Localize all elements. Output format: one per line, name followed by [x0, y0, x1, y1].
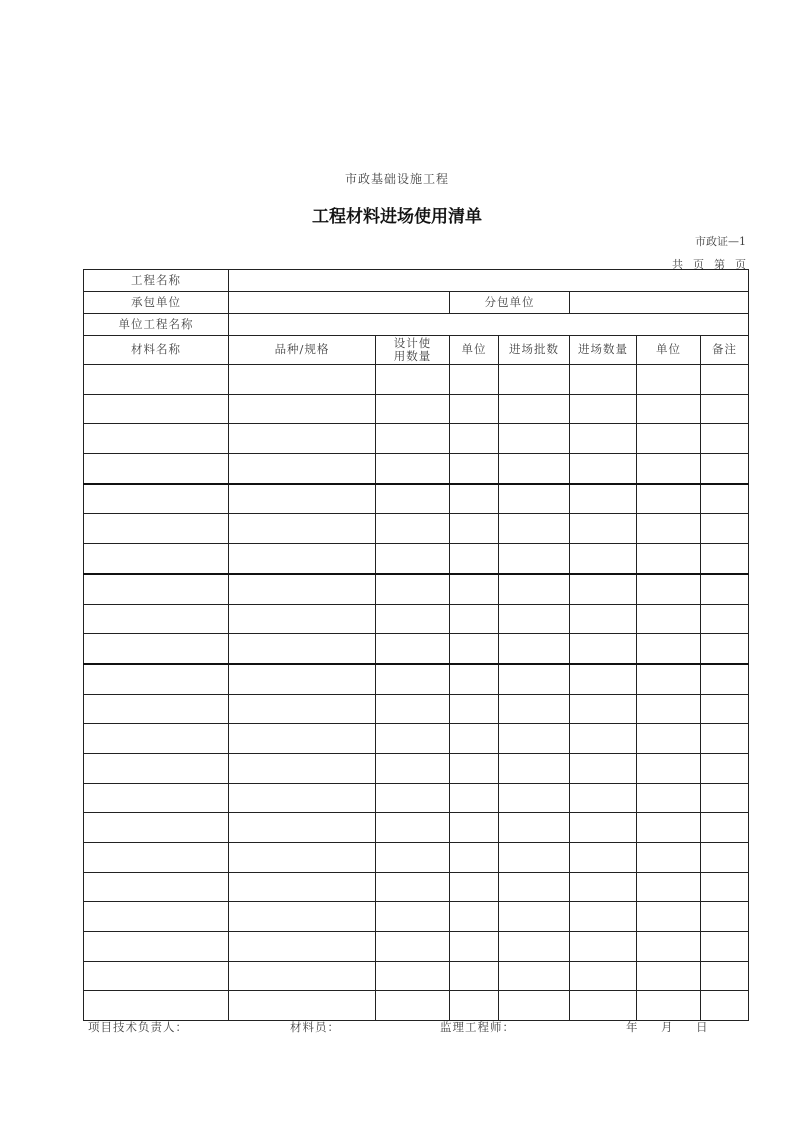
table-cell[interactable] [450, 872, 499, 902]
table-cell[interactable] [376, 664, 450, 694]
table-cell[interactable] [701, 424, 749, 454]
table-cell[interactable] [376, 694, 450, 724]
table-cell[interactable] [450, 604, 499, 634]
table-cell[interactable] [570, 991, 637, 1021]
header-unit: 单位 [450, 336, 499, 365]
materials-form-table [83, 269, 749, 1021]
table-cell[interactable] [84, 544, 229, 574]
table-row [84, 961, 749, 991]
form-code: 市政证—1 [695, 235, 746, 248]
table-row [84, 664, 749, 694]
table-cell[interactable] [376, 991, 450, 1021]
table-cell[interactable] [499, 902, 570, 932]
table-cell[interactable] [84, 932, 229, 962]
header-material-name: 材料名称 [84, 336, 229, 365]
table-cell[interactable] [637, 424, 701, 454]
table-cell[interactable] [637, 783, 701, 813]
table-cell[interactable] [84, 991, 229, 1021]
table-cell[interactable] [229, 424, 376, 454]
table-cell[interactable] [637, 394, 701, 424]
table-cell[interactable] [570, 454, 637, 484]
table-cell[interactable] [450, 365, 499, 395]
table-cell[interactable] [229, 544, 376, 574]
table-cell[interactable] [229, 843, 376, 873]
subcontractor-label: 分包单位 [450, 292, 570, 314]
table-cell[interactable] [570, 664, 637, 694]
table-cell[interactable] [570, 484, 637, 514]
table-cell[interactable] [570, 424, 637, 454]
table-row [84, 902, 749, 932]
table-cell[interactable] [570, 544, 637, 574]
table-row [84, 394, 749, 424]
table-cell[interactable] [376, 544, 450, 574]
table-cell[interactable] [570, 365, 637, 395]
contractor-label: 承包单位 [84, 292, 229, 314]
table-cell[interactable] [376, 365, 450, 395]
table-cell[interactable] [499, 991, 570, 1021]
date-month-label: 月 [661, 1020, 674, 1034]
table-cell[interactable] [229, 872, 376, 902]
table-cell[interactable] [229, 634, 376, 664]
table-cell[interactable] [84, 783, 229, 813]
table-cell[interactable] [229, 484, 376, 514]
table-row [84, 843, 749, 873]
table-cell[interactable] [570, 961, 637, 991]
table-cell[interactable] [701, 664, 749, 694]
table-cell[interactable] [229, 454, 376, 484]
table-cell[interactable] [376, 843, 450, 873]
table-cell[interactable] [701, 634, 749, 664]
table-cell[interactable] [229, 694, 376, 724]
table-cell[interactable] [570, 574, 637, 604]
table-cell[interactable] [499, 514, 570, 544]
contractor-field[interactable] [229, 292, 450, 314]
table-cell[interactable] [229, 813, 376, 843]
table-cell[interactable] [701, 574, 749, 604]
table-cell[interactable] [84, 961, 229, 991]
table-row [84, 365, 749, 395]
table-row [84, 932, 749, 962]
table-cell[interactable] [701, 783, 749, 813]
table-cell[interactable] [499, 454, 570, 484]
table-cell[interactable] [499, 424, 570, 454]
table-cell[interactable] [229, 991, 376, 1021]
table-cell[interactable] [499, 574, 570, 604]
table-cell[interactable] [570, 932, 637, 962]
table-cell[interactable] [499, 544, 570, 574]
table-cell[interactable] [84, 664, 229, 694]
table-cell[interactable] [499, 813, 570, 843]
table-cell[interactable] [450, 424, 499, 454]
table-cell[interactable] [499, 634, 570, 664]
table-cell[interactable] [229, 574, 376, 604]
table-cell[interactable] [570, 694, 637, 724]
table-cell[interactable] [637, 724, 701, 754]
table-cell[interactable] [499, 604, 570, 634]
subcontractor-field[interactable] [570, 292, 749, 314]
table-cell[interactable] [701, 514, 749, 544]
table-cell[interactable] [376, 724, 450, 754]
table-cell[interactable] [376, 902, 450, 932]
table-cell[interactable] [450, 394, 499, 424]
table-cell[interactable] [701, 454, 749, 484]
table-cell[interactable] [637, 932, 701, 962]
header-remarks: 备注 [701, 336, 749, 365]
table-cell[interactable] [229, 961, 376, 991]
table-cell[interactable] [450, 932, 499, 962]
table-cell[interactable] [499, 843, 570, 873]
table-cell[interactable] [229, 783, 376, 813]
table-row [84, 753, 749, 783]
table-cell[interactable] [450, 753, 499, 783]
table-cell[interactable] [229, 932, 376, 962]
table-row [84, 484, 749, 514]
table-cell[interactable] [637, 544, 701, 574]
table-cell[interactable] [637, 961, 701, 991]
date-year-label: 年 [626, 1020, 639, 1034]
table-cell[interactable] [376, 634, 450, 664]
table-cell[interactable] [376, 424, 450, 454]
document-title: 工程材料进场使用清单 [312, 207, 482, 227]
table-cell[interactable] [499, 484, 570, 514]
table-cell[interactable] [84, 902, 229, 932]
table-cell[interactable] [84, 872, 229, 902]
material-clerk-label: 材料员： [290, 1020, 340, 1034]
signature-footer [88, 1019, 748, 1035]
table-cell[interactable] [701, 961, 749, 991]
table-cell[interactable] [637, 365, 701, 395]
page-total-label: 共 [672, 258, 683, 271]
table-row [84, 514, 749, 544]
table-cell[interactable] [84, 514, 229, 544]
table-cell[interactable] [229, 365, 376, 395]
table-row [84, 604, 749, 634]
table-row [84, 424, 749, 454]
table-cell[interactable] [229, 514, 376, 544]
table-cell[interactable] [450, 544, 499, 574]
table-cell[interactable] [570, 813, 637, 843]
table-cell[interactable] [450, 991, 499, 1021]
table-cell[interactable] [376, 484, 450, 514]
table-cell[interactable] [450, 454, 499, 484]
table-cell[interactable] [701, 753, 749, 783]
table-cell[interactable] [376, 394, 450, 424]
table-row [84, 724, 749, 754]
table-cell[interactable] [84, 574, 229, 604]
table-row [84, 813, 749, 843]
contractor-row [84, 292, 749, 314]
table-cell[interactable] [499, 365, 570, 395]
table-cell[interactable] [376, 454, 450, 484]
table-cell[interactable] [570, 843, 637, 873]
table-row [84, 991, 749, 1021]
table-cell[interactable] [701, 902, 749, 932]
table-cell[interactable] [376, 753, 450, 783]
table-cell[interactable] [701, 872, 749, 902]
table-cell[interactable] [570, 394, 637, 424]
table-cell[interactable] [637, 902, 701, 932]
table-cell[interactable] [570, 724, 637, 754]
table-cell[interactable] [229, 394, 376, 424]
table-cell[interactable] [701, 394, 749, 424]
table-cell[interactable] [450, 783, 499, 813]
table-cell[interactable] [637, 753, 701, 783]
table-cell[interactable] [499, 961, 570, 991]
table-cell[interactable] [376, 961, 450, 991]
table-cell[interactable] [376, 574, 450, 604]
table-cell[interactable] [499, 394, 570, 424]
tech-lead-label: 项目技术负责人： [88, 1020, 188, 1034]
table-cell[interactable] [499, 783, 570, 813]
table-cell[interactable] [376, 783, 450, 813]
table-cell[interactable] [84, 694, 229, 724]
table-cell[interactable] [450, 514, 499, 544]
project-name-field[interactable] [229, 270, 749, 292]
table-cell[interactable] [376, 932, 450, 962]
table-row [84, 872, 749, 902]
table-cell[interactable] [84, 394, 229, 424]
column-header-row [84, 336, 749, 365]
table-cell[interactable] [229, 664, 376, 694]
table-cell[interactable] [637, 604, 701, 634]
table-cell[interactable] [84, 634, 229, 664]
table-cell[interactable] [570, 872, 637, 902]
table-cell[interactable] [376, 872, 450, 902]
table-cell[interactable] [637, 694, 701, 724]
table-cell[interactable] [701, 484, 749, 514]
table-cell[interactable] [450, 634, 499, 664]
table-cell[interactable] [84, 843, 229, 873]
table-cell[interactable] [84, 484, 229, 514]
table-row [84, 694, 749, 724]
table-row [84, 783, 749, 813]
table-cell[interactable] [499, 664, 570, 694]
table-cell[interactable] [701, 813, 749, 843]
table-cell[interactable] [701, 991, 749, 1021]
header-design-quantity: 设计使 用数量 [376, 336, 450, 365]
table-cell[interactable] [570, 753, 637, 783]
table-cell[interactable] [637, 813, 701, 843]
table-cell[interactable] [84, 424, 229, 454]
table-cell[interactable] [701, 544, 749, 574]
table-cell[interactable] [570, 604, 637, 634]
table-cell[interactable] [376, 514, 450, 544]
table-cell[interactable] [570, 783, 637, 813]
table-cell[interactable] [701, 604, 749, 634]
table-cell[interactable] [376, 604, 450, 634]
table-cell[interactable] [229, 724, 376, 754]
table-cell[interactable] [701, 365, 749, 395]
table-cell[interactable] [499, 872, 570, 902]
table-cell[interactable] [84, 454, 229, 484]
date-day-label: 日 [696, 1020, 709, 1034]
table-cell[interactable] [637, 514, 701, 544]
table-cell[interactable] [701, 843, 749, 873]
table-cell[interactable] [637, 991, 701, 1021]
table-cell[interactable] [450, 484, 499, 514]
table-row [84, 574, 749, 604]
header-unit-2: 单位 [637, 336, 701, 365]
table-cell[interactable] [450, 902, 499, 932]
table-cell[interactable] [701, 932, 749, 962]
header-entry-quantity: 进场数量 [570, 336, 637, 365]
table-cell[interactable] [499, 694, 570, 724]
table-row [84, 544, 749, 574]
table-cell[interactable] [84, 753, 229, 783]
table-cell[interactable] [570, 514, 637, 544]
table-row [84, 634, 749, 664]
table-cell[interactable] [499, 724, 570, 754]
table-cell[interactable] [450, 843, 499, 873]
table-cell[interactable] [499, 932, 570, 962]
table-cell[interactable] [637, 574, 701, 604]
table-cell[interactable] [637, 634, 701, 664]
unit-project-row [84, 314, 749, 336]
unit-project-field[interactable] [229, 314, 749, 336]
table-cell[interactable] [84, 724, 229, 754]
table-row [84, 454, 749, 484]
page-nth-label: 第 [714, 258, 725, 271]
table-cell[interactable] [450, 664, 499, 694]
table-cell[interactable] [84, 813, 229, 843]
table-cell[interactable] [229, 902, 376, 932]
table-cell[interactable] [570, 634, 637, 664]
table-cell[interactable] [229, 753, 376, 783]
table-cell[interactable] [450, 813, 499, 843]
table-cell[interactable] [229, 604, 376, 634]
table-cell[interactable] [450, 694, 499, 724]
table-cell[interactable] [84, 604, 229, 634]
table-cell[interactable] [376, 813, 450, 843]
table-cell[interactable] [637, 454, 701, 484]
table-cell[interactable] [450, 574, 499, 604]
unit-project-label: 单位工程名称 [84, 314, 229, 336]
page-unit-label: 页 [693, 258, 704, 271]
supervisor-label: 监理工程师： [440, 1020, 515, 1034]
table-cell[interactable] [701, 694, 749, 724]
table-cell[interactable] [637, 843, 701, 873]
table-cell[interactable] [637, 872, 701, 902]
table-cell[interactable] [637, 664, 701, 694]
table-cell[interactable] [84, 365, 229, 395]
table-cell[interactable] [450, 724, 499, 754]
table-cell[interactable] [701, 724, 749, 754]
table-cell[interactable] [637, 484, 701, 514]
table-cell[interactable] [570, 902, 637, 932]
table-cell[interactable] [499, 753, 570, 783]
table-cell[interactable] [450, 961, 499, 991]
header-variety-spec: 品种/规格 [229, 336, 376, 365]
header-entry-batches: 进场批数 [499, 336, 570, 365]
project-name-label: 工程名称 [84, 270, 229, 292]
project-name-row [84, 270, 749, 292]
document-subtitle: 市政基础设施工程 [344, 172, 449, 186]
page-unit2-label: 页 [735, 258, 746, 271]
